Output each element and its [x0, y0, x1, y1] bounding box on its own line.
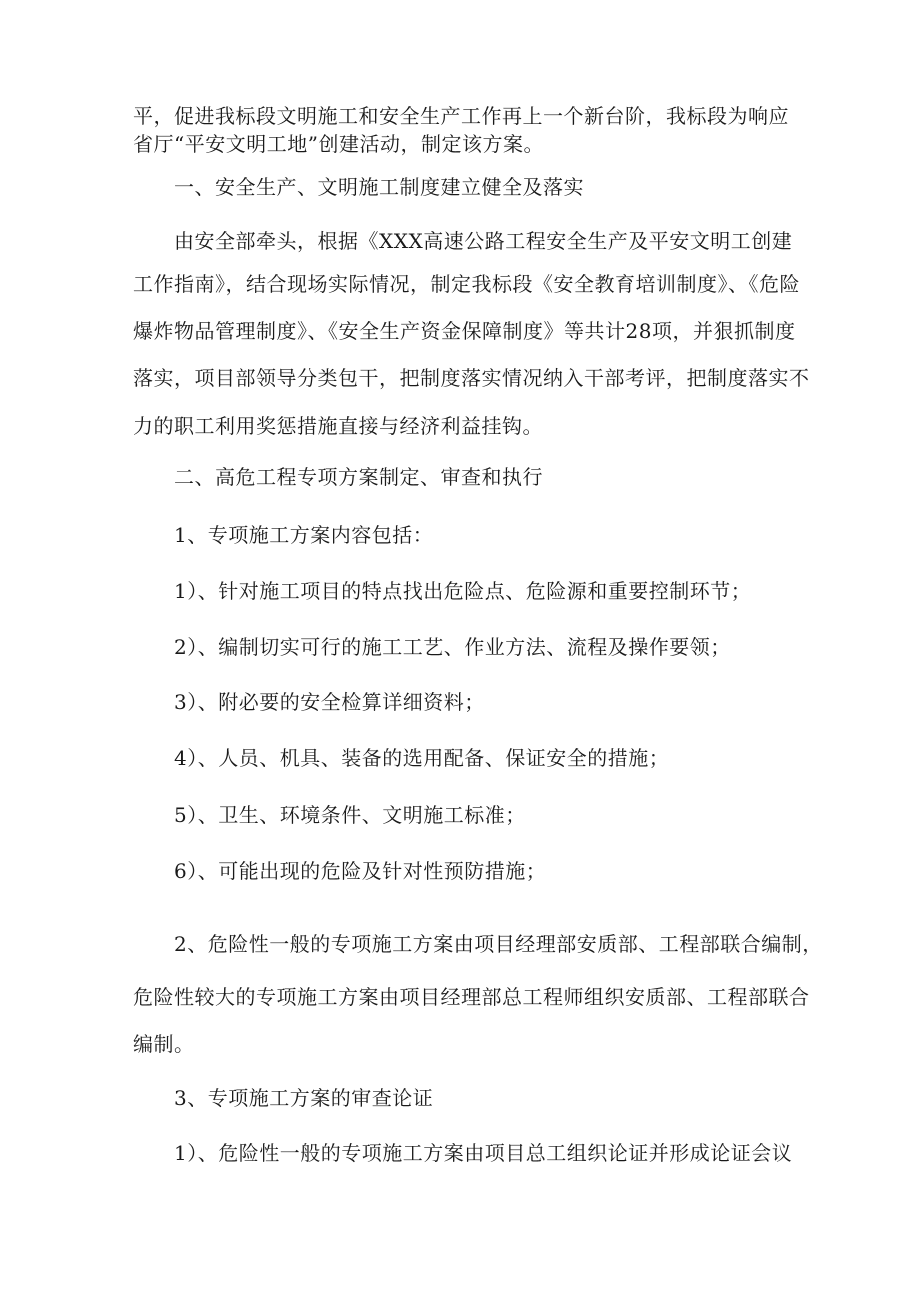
list-item: 1）、危险性一般的专项施工方案由项目总工组织论证并形成论证会议: [174, 1141, 793, 1165]
body-text-line: 力的职工利用奖惩措施直接与经济利益挂钩。: [133, 414, 543, 438]
list-item: 3）、附必要的安全检算详细资料；: [174, 690, 485, 714]
body-text-line: 危险性较大的专项施工方案由项目经理部总工程师组织安质部、工程部联合: [133, 985, 810, 1009]
body-text-line: 编制。: [133, 1032, 195, 1056]
body-text-line: 2、危险性一般的专项施工方案由项目经理部安质部、工程部联合编制，: [174, 932, 823, 956]
body-text-line: 落实，项目部领导分类包干，把制度落实情况纳入干部考评，把制度落实不: [133, 366, 810, 390]
body-text-line: 平，促进我标段文明施工和安全生产工作再上一个新台阶，我标段为响应: [133, 104, 789, 128]
body-text-line: 爆炸物品管理制度》、《安全生产资金保障制度》等共计28项，并狠抓制度: [133, 319, 796, 343]
body-text-line: 省厅“平安文明工地”创建活动，制定该方案。: [133, 132, 544, 156]
list-item: 5）、卫生、环境条件、文明施工标准；: [174, 803, 526, 827]
list-heading: 1、专项施工方案内容包括：: [174, 523, 434, 547]
list-item: 4）、人员、机具、装备的选用配备、保证安全的措施；: [174, 746, 670, 770]
section-heading: 一、安全生产、文明施工制度建立健全及落实: [174, 175, 584, 199]
list-item: 2）、编制切实可行的施工工艺、作业方法、流程及操作要领；: [174, 635, 731, 659]
list-item: 1）、针对施工项目的特点找出危险点、危险源和重要控制环节；: [174, 579, 752, 603]
list-heading: 3、专项施工方案的审查论证: [174, 1086, 434, 1110]
body-text-line: 工作指南》，结合现场实际情况，制定我标段《安全教育培训制度》、《危险: [133, 272, 800, 296]
section-heading: 二、高危工程专项方案制定、审查和执行: [174, 465, 543, 489]
list-item: 6）、可能出现的危险及针对性预防措施；: [174, 859, 547, 883]
body-text-line: 由安全部牵头，根据《XXX高速公路工程安全生产及平安文明工创建: [174, 229, 793, 253]
